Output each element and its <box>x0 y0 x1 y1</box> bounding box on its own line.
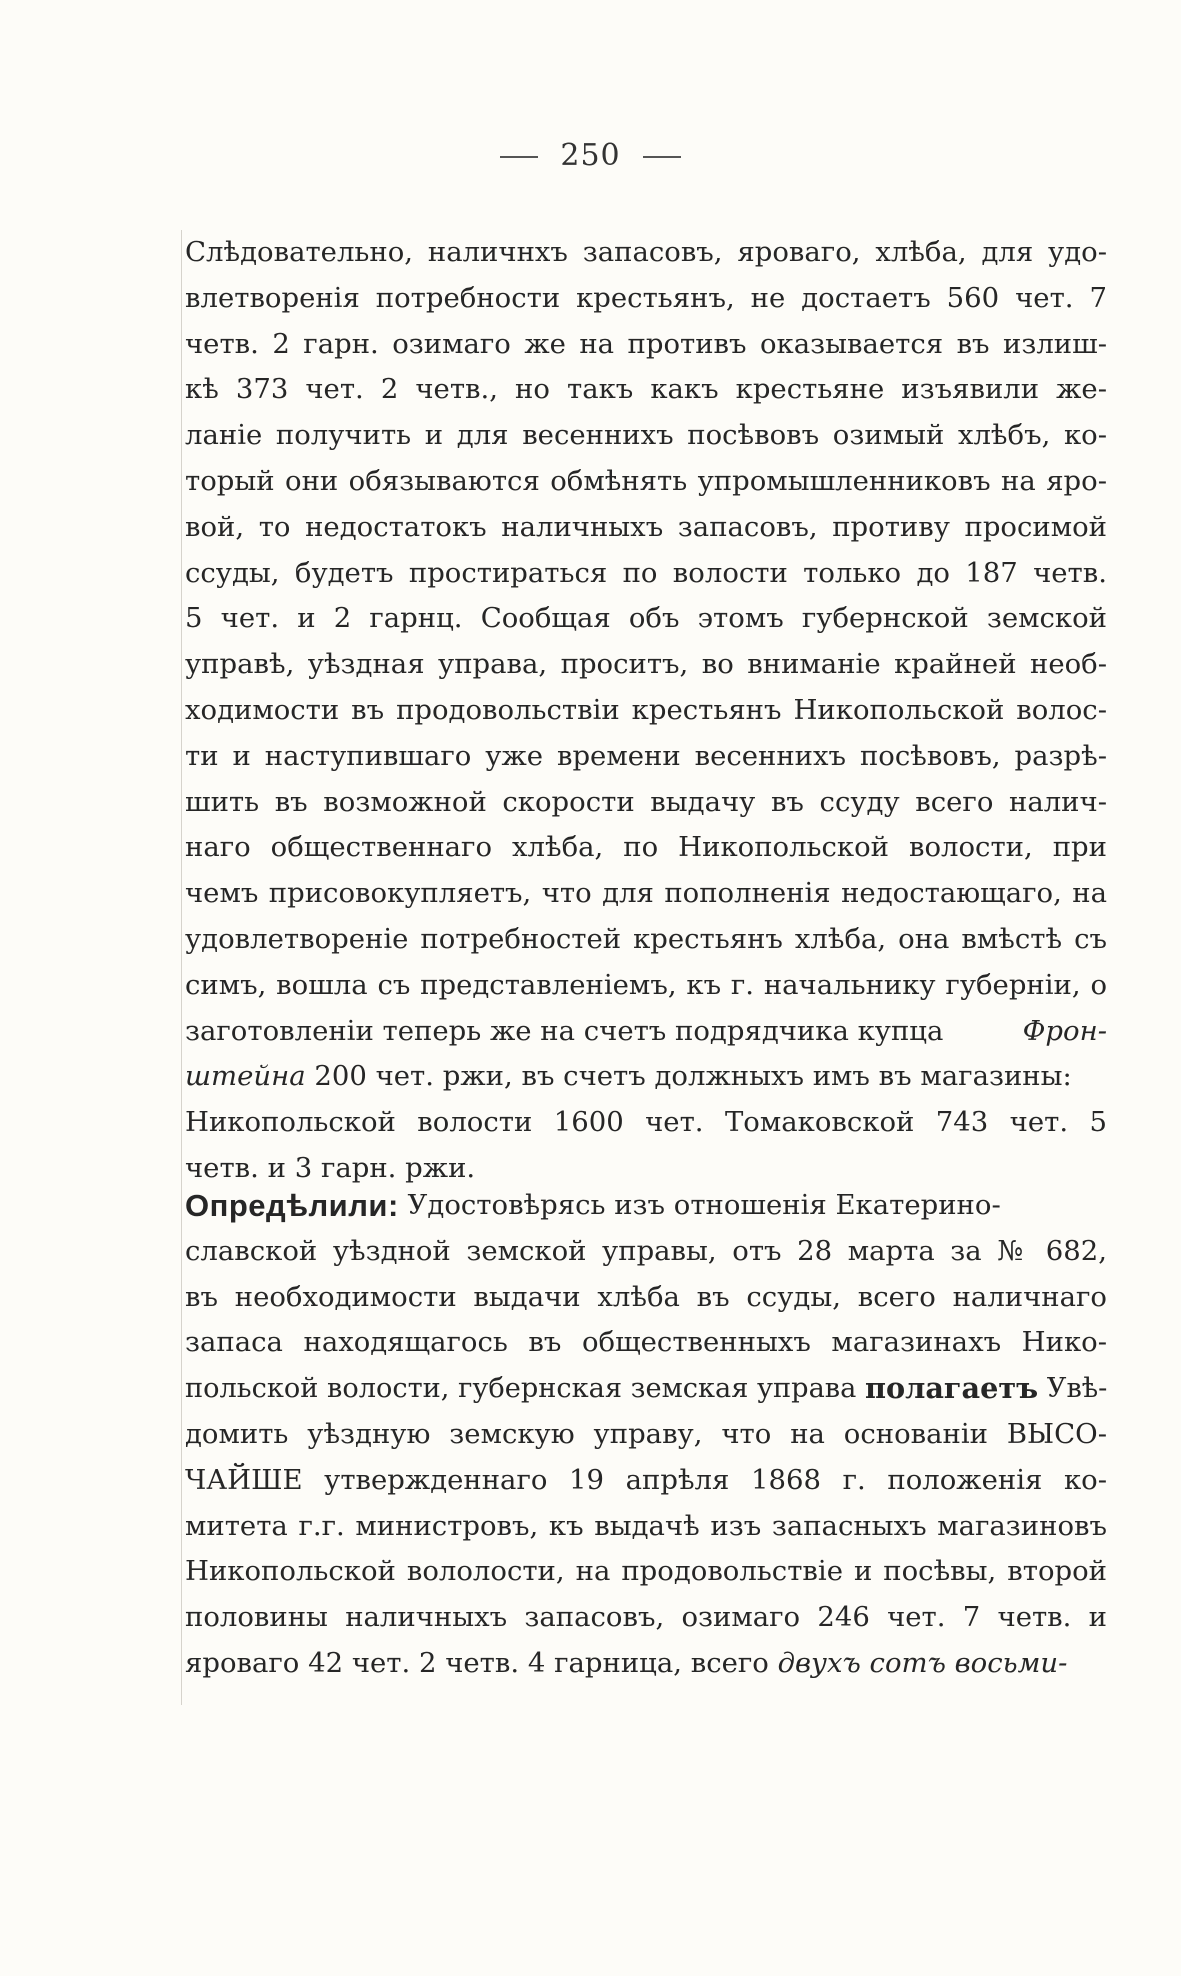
bold-word: полагаетъ <box>864 1371 1039 1406</box>
text-line: наго общественнаго хлѣба, по Никопольской волости, при <box>185 831 1107 864</box>
text-line <box>185 1183 1107 1229</box>
text-line: ходимости въ продовольствіи крестьянъ Никопольской волос- <box>185 693 1107 726</box>
text-line: ти и наступившаго уже времени весеннихъ посѣвовъ, разрѣ- <box>185 739 1107 772</box>
paragraph-2 <box>185 1183 1107 1687</box>
text-line: Слѣдовательно, наличнхъ запасовъ, яроваго, хлѣба, для удо- <box>185 236 1107 268</box>
text-line <box>185 1054 1107 1100</box>
text-line: влетворенія потребности крестьянъ, не достаетъ 560 чет. 7 <box>185 281 1107 314</box>
text-line: запаса находящагось въ общественныхъ магазинахъ Нико- <box>185 1326 1107 1359</box>
text-segment: яроваго 42 чет. 2 четв. 4 гарница, всего <box>185 1646 778 1679</box>
text-line: торый они обязываются обмѣнять упромышленниковъ на яро- <box>185 464 1107 497</box>
text-line: шить въ возможной скорости выдачу въ ссуду всего налич- <box>185 785 1107 818</box>
text-line: четв. и 3 гарн. ржи. <box>185 1151 476 1184</box>
text-line: 5 чет. и 2 гарнц. Сообщая объ этомъ губернской земской <box>185 602 1107 635</box>
text-line: Никопольской волости 1600 чет. Томаковской 743 чет. 5 <box>185 1106 1107 1139</box>
italic-name: штейна <box>185 1060 306 1093</box>
text-line: славской уѣздной земской управы, отъ 28 марта за № 682, <box>185 1234 1107 1267</box>
text-line: вой, то недостатокъ наличныхъ запасовъ, противу просимой <box>185 510 1107 543</box>
text-line: чемъ присовокупляетъ, что для пополненія недостающаго, на <box>185 877 1107 910</box>
text-line: половины наличныхъ запасовъ, озимаго 246 чет. 7 четв. и <box>185 1601 1107 1634</box>
text-line: въ необходимости выдачи хлѣба въ ссуды, всего наличнаго <box>185 1280 1107 1313</box>
resolution-label: Опредѣлили: <box>185 1188 399 1223</box>
text-segment: польской волости, губернская земская управа <box>185 1372 865 1405</box>
text-segment: 200 чет. ржи, въ счетъ должныхъ имъ въ магазины: <box>305 1060 1072 1093</box>
text-line: ланіе получить и для весеннихъ посѣвовъ озимый хлѣбъ, ко- <box>185 419 1107 452</box>
margin-rule <box>181 230 182 1705</box>
text-line: четв. 2 гарн. озимаго же на противъ оказывается въ излиш- <box>185 327 1107 360</box>
paragraph-1 <box>185 230 1107 1192</box>
header-dash-left <box>500 156 538 158</box>
text-segment: заготовленіи теперь же на счетъ подрядчика купца <box>185 1014 944 1047</box>
page-header <box>0 138 1181 173</box>
text-line: митета г.г. министровъ, къ выдачѣ изъ запасныхъ магазиновъ <box>185 1509 1107 1542</box>
text-line: ЧАЙШЕ утвержденнаго 19 апрѣля 1868 г. положенія ко- <box>185 1463 1107 1496</box>
text-segment: Удостовѣрясь изъ отношенія Екатерино- <box>398 1189 1001 1221</box>
italic-amount: двухъ сотъ восьми- <box>777 1646 1068 1679</box>
text-line: кѣ 373 чет. 2 четв., но такъ какъ крестьяне изъявили же- <box>185 373 1107 406</box>
page-number: 250 <box>560 138 621 173</box>
text-line <box>185 1366 1107 1412</box>
text-line: Никопольской вололости, на продовольствіе и посѣвы, второй <box>185 1555 1107 1588</box>
text-line: удовлетвореніе потребностей крестьянъ хлѣба, она вмѣстѣ съ <box>185 922 1107 955</box>
text-line: домить уѣздную земскую управу, что на основаніи ВЫСО- <box>185 1417 1107 1450</box>
text-line: симъ, вошла съ представленіемъ, къ г. начальнику губерніи, о <box>185 968 1107 1001</box>
italic-name: Фрон- <box>1022 1014 1107 1047</box>
text-line <box>185 1641 1107 1687</box>
text-line: управѣ, уѣздная управа, проситъ, во вниманіе крайней необ- <box>185 648 1107 681</box>
text-line <box>185 1009 1107 1055</box>
text-segment: Увѣ- <box>1038 1372 1108 1405</box>
text-line: ссуды, будетъ простираться по волости только до 187 четв. <box>185 556 1107 589</box>
header-dash-right <box>643 156 681 158</box>
